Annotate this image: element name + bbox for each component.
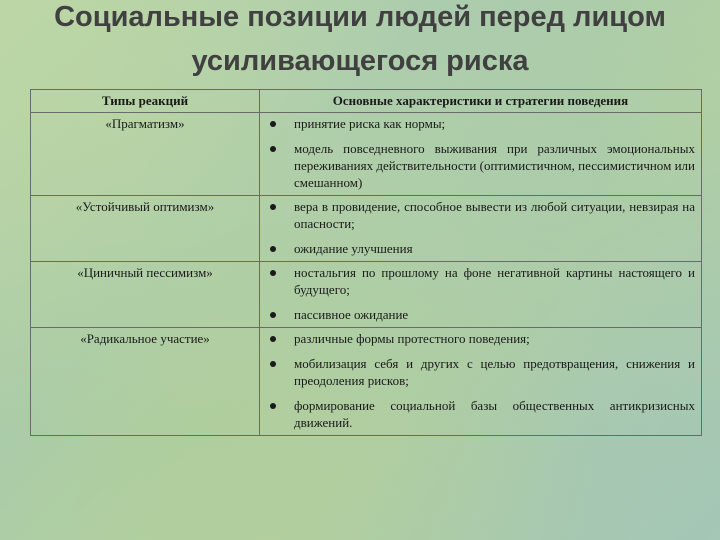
header-characteristics: Основные характеристики и стратегии поведения [260, 90, 702, 113]
list-item-text: принятие риска как нормы; [294, 116, 446, 131]
list-item-text: ностальгия по прошлому на фоне негативной картины настоящего и будущего; [294, 265, 695, 297]
list-item-text: модель повседневного выживания при различных эмоциональных переживаниях действительности (оптимистичном, пессимистичном или смешанном) [294, 141, 695, 190]
table-row [31, 328, 702, 436]
list-item [266, 264, 695, 298]
bullet-icon [270, 246, 276, 252]
characteristics-cell [260, 262, 702, 328]
bullet-icon [270, 361, 276, 367]
bullet-icon [270, 270, 276, 276]
title-line-1: Социальные позиции людей перед лицом [54, 1, 666, 33]
characteristics-list [266, 115, 695, 191]
list-item [266, 355, 695, 389]
bullet-icon [270, 121, 276, 127]
bullet-icon [270, 312, 276, 318]
list-item-text: ожидание улучшения [294, 241, 413, 256]
list-item [266, 397, 695, 431]
characteristics-cell [260, 328, 702, 436]
list-item [266, 198, 695, 232]
list-item-text: различные формы протестного поведения; [294, 331, 530, 346]
reactions-table [30, 89, 702, 436]
table-row [31, 196, 702, 262]
characteristics-cell [260, 196, 702, 262]
list-item [266, 330, 695, 347]
characteristics-cell [260, 113, 702, 196]
list-item [266, 140, 695, 191]
reaction-type-cell: «Радикальное участие» [31, 328, 260, 436]
characteristics-list [266, 198, 695, 257]
table-header-row [31, 90, 702, 113]
title-line-2: усиливающегося риска [191, 45, 529, 77]
bullet-icon [270, 403, 276, 409]
bullet-icon [270, 146, 276, 152]
reaction-type-cell: «Циничный пессимизм» [31, 262, 260, 328]
characteristics-list [266, 264, 695, 323]
header-reaction-types: Типы реакций [31, 90, 260, 113]
characteristics-list [266, 330, 695, 431]
bullet-icon [270, 336, 276, 342]
list-item-text: пассивное ожидание [294, 307, 409, 322]
bullet-icon [270, 204, 276, 210]
list-item [266, 240, 695, 257]
list-item-text: формирование социальной базы общественных антикризисных движений. [294, 398, 695, 430]
table-row [31, 262, 702, 328]
reaction-type-cell: «Устойчивый оптимизм» [31, 196, 260, 262]
table-row [31, 113, 702, 196]
list-item [266, 306, 695, 323]
reaction-type-cell: «Прагматизм» [31, 113, 260, 196]
list-item [266, 115, 695, 132]
list-item-text: мобилизация себя и других с целью предотвращения, снижения и преодоления рисков; [294, 356, 695, 388]
list-item-text: вера в провидение, способное вывести из любой ситуации, невзирая на опасности; [294, 199, 695, 231]
